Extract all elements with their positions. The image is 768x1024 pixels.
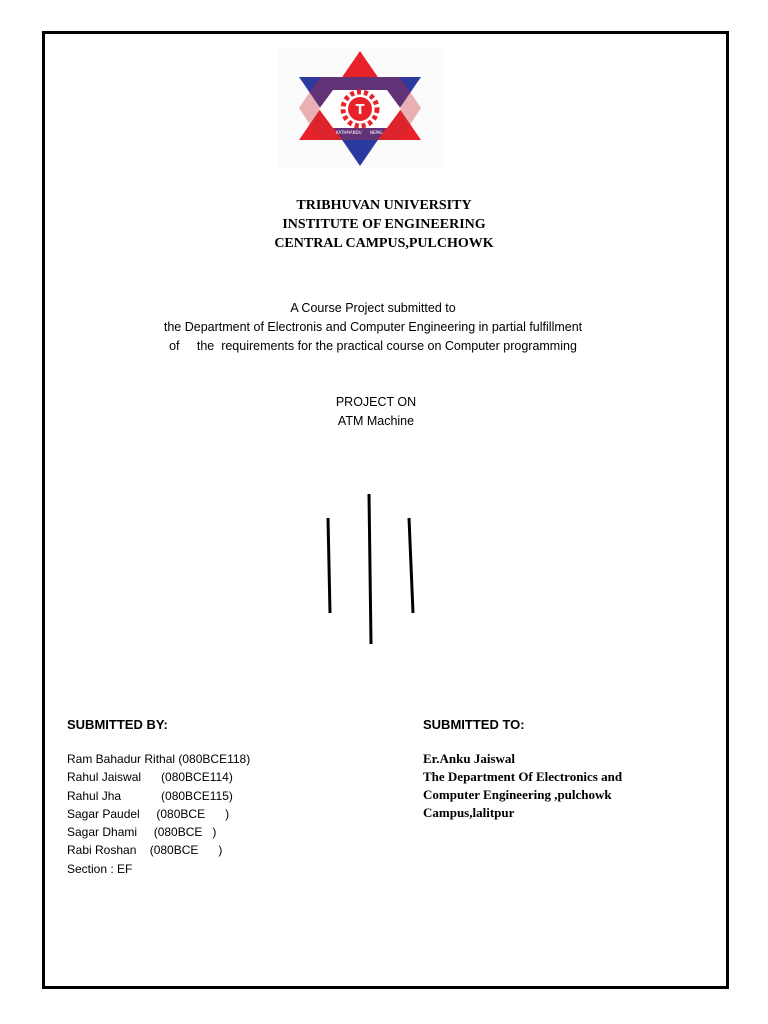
stroke-right [409, 518, 413, 613]
course-description [0, 299, 746, 356]
list-item: Sagar Paudel (080BCE ) [67, 806, 230, 821]
course-line-1: A Course Project submitted to [290, 301, 456, 315]
project-title: ATM Machine [337, 414, 415, 428]
project-label: PROJECT ON [335, 395, 417, 409]
campus-name: CENTRAL CAMPUS,PULCHOWK [274, 236, 494, 251]
list-item: Rabi Roshan (080BCE ) [67, 843, 223, 858]
seal-text-nepal: NEPAL [370, 130, 383, 135]
section-label: Section : EF [67, 861, 133, 876]
list-item: Rahul Jha (080BCE115) [67, 788, 233, 803]
tribhuvan-university-emblem-icon [278, 48, 443, 168]
submitted-by-heading: SUBMITTED BY: [67, 717, 168, 732]
department-address: The Department Of Electronics and Computer Engineering ,pulchowk Campus,lalitpur [423, 769, 623, 820]
stroke-middle [369, 494, 371, 644]
university-heading [0, 196, 768, 253]
course-line-2: the Department of Electronis and Computer Engineering in partial fulfillment [163, 320, 583, 334]
svg-text:T: T [355, 103, 365, 118]
list-item: Sagar Dhami (080BCE ) [67, 825, 217, 840]
vertical-strokes [320, 490, 430, 650]
institute-name: INSTITUTE OF ENGINEERING [282, 217, 486, 232]
submitted-to-heading: SUBMITTED TO: [423, 717, 525, 732]
university-name: TRIBHUVAN UNIVERSITY [296, 198, 472, 213]
course-line-3: of the requirements for the practical course on Computer programming [169, 339, 577, 353]
project-heading [0, 393, 752, 431]
submitted-to-details [423, 750, 663, 822]
seal-text-kathmandu: KATHMANDU [336, 130, 362, 135]
submitted-by-list [67, 750, 250, 878]
bottom-rule [60, 986, 395, 987]
list-item: Ram Bahadur Rithal (080BCE118) [67, 752, 251, 766]
university-logo [278, 48, 443, 168]
supervisor-name: Er.Anku Jaiswal [423, 751, 515, 766]
stroke-left [328, 518, 330, 613]
list-item: Rahul Jaiswal (080BCE114) [67, 770, 233, 785]
